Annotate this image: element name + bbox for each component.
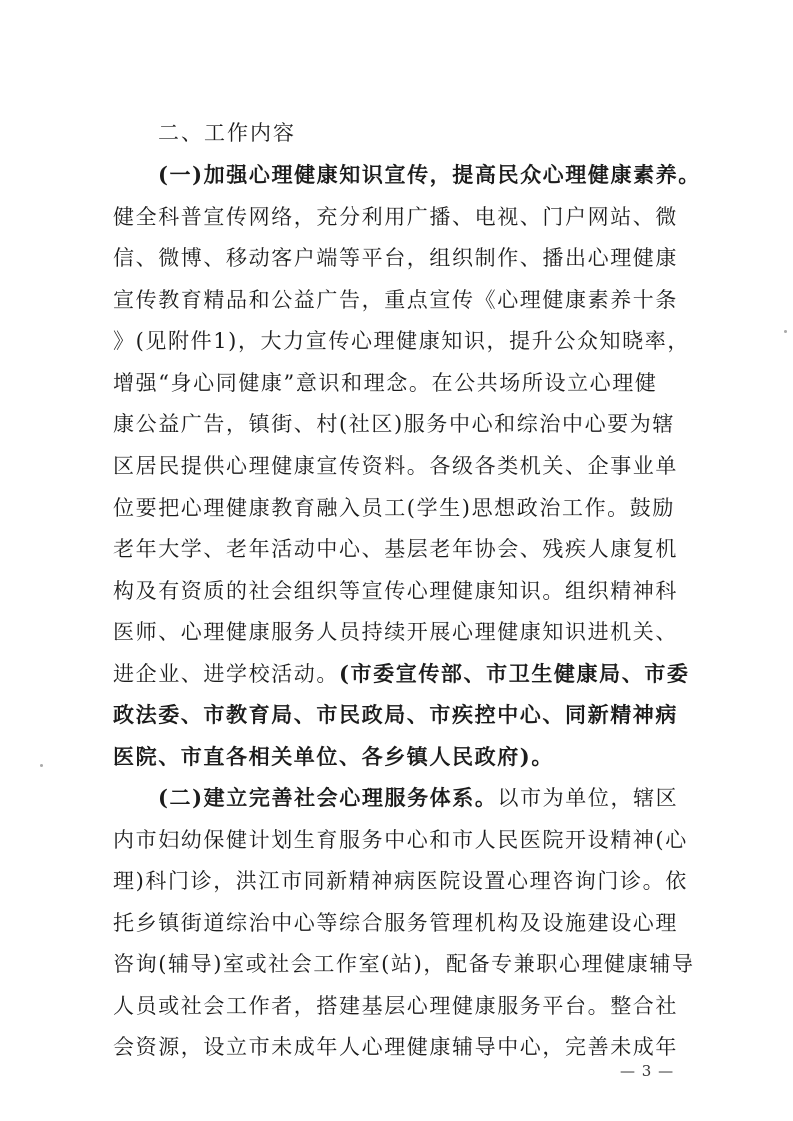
scan-speck [40,764,43,767]
paragraph-1-line: 信、微博、移动客户端等平台，组织制作、播出心理健康 [113,246,678,270]
paragraph-1-line: 康公益广告，镇街、村(社区)服务中心和综治中心要为辖 [113,412,675,436]
paragraph-1-line: 位要把心理健康教育融入员工(学生)思想政治工作。鼓励 [113,496,675,520]
paragraph-1-line: 健全科普宣传网络，充分利用广播、电视、门户网站、微 [113,205,678,229]
paragraph-2-title: (二)建立完善社会心理服务体系。 [158,785,498,810]
paragraph-2-line: 内市妇幼保健计划生育服务中心和市人民医院开设精神(心 [113,828,688,852]
section-heading: 二、工作内容 [158,121,296,145]
paragraph-1-line: 增强“身心同健康”意识和理念。在公共场所设立心理健 [113,371,658,395]
paragraph-2-title-rest: 以市为单位，辖区 [497,786,679,810]
paragraph-2-line: 咨询(辅导)室或社会工作室(站)，配备专兼职心理健康辅导 [113,952,695,976]
responsible-units-line: 政法委、市教育局、市民政局、市疾控中心、同新精神病 [113,702,678,727]
paragraph-2-line: 托乡镇街道综治中心等综合服务管理机构及设施建设心理 [113,911,678,935]
paragraph-1-plain-text: 进企业、进学校活动。 [113,662,339,686]
paragraph-1-title: (一)加强心理健康知识宣传，提高民众心理健康素养。 [158,162,701,187]
responsible-units-line: 医院、市直各相关单位、各乡镇人民政府)。 [113,744,554,769]
scan-speck [784,330,787,333]
paragraph-1-line: 》(见附件1)，大力宣传心理健康知识，提升公众知晓率， [113,329,690,353]
paragraph-1-line: 宣传教育精品和公益广告，重点宣传《心理健康素养十条 [113,288,678,312]
paragraph-1-mixed-line [113,659,690,689]
paragraph-2-line: 理)科门诊，洪江市同新精神病医院设置心理咨询门诊。依 [113,869,688,893]
paragraph-2-line: 会资源，设立市未成年人心理健康辅导中心，完善未成年 [113,1035,678,1059]
responsible-units-text: (市委宣传部、市卫生健康局、市委 [339,661,690,686]
paragraph-1-line: 构及有资质的社会组织等宣传心理健康知识。组织精神科 [113,579,678,603]
paragraph-1-line: 医师、心理健康服务人员持续开展心理健康知识进机关、 [113,620,678,644]
page-number: — 3 — [620,1062,675,1080]
paragraph-1-line: 老年大学、老年活动中心、基层老年协会、残疾人康复机 [113,537,678,561]
paragraph-2-line: 人员或社会工作者，搭建基层心理健康服务平台。整合社 [113,994,678,1018]
paragraph-1-line: 区居民提供心理健康宣传资料。各级各类机关、企事业单 [113,454,678,478]
paragraph-2-title-line [158,783,678,813]
